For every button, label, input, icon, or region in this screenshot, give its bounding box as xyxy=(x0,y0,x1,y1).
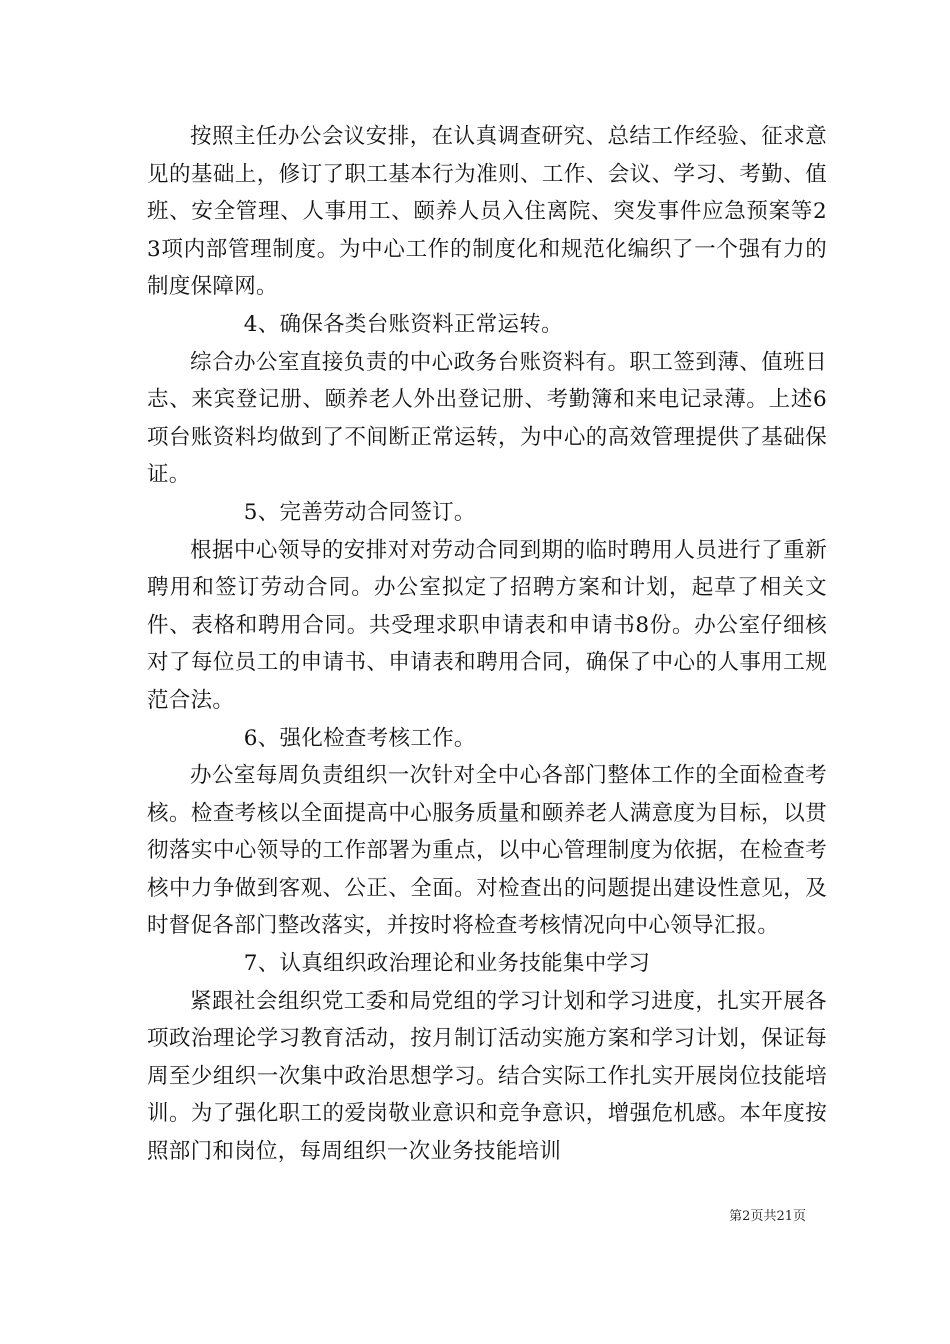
paragraph-labor-contracts: 根据中心领导的安排对对劳动合同到期的临时聘用人员进行了重新聘用和签订劳动合同。办公室拟定了招聘方案和计划，起草了相关文件、表格和聘用合同。共受理求职申请表和申请书8份。办公室仔细核对了每位员工的申请书、申请表和聘用合同，确保了中心的人事用工规范合法。 xyxy=(147,537,827,713)
heading-labor-contracts: 5、完善劳动合同签订。 xyxy=(243,499,476,525)
paragraph-management-rules: 按照主任办公会议安排，在认真调查研究、总结工作经验、征求意见的基础上，修订了职工基本行为准则、工作、会议、学习、考勤、值班、安全管理、人事用工、颐养人员入住离院、突发事件应急预案等23项内部管理制度。为中心工作的制度化和规范化编织了一个强有力的制度保障网。 xyxy=(147,124,827,300)
heading-inspection: 6、强化检查考核工作。 xyxy=(243,725,476,751)
page-number-footer: 第2页共21页 xyxy=(729,1209,806,1224)
heading-ledger-records: 4、确保各类台账资料正常运转。 xyxy=(243,311,563,337)
document-body xyxy=(147,118,827,1171)
paragraph-study: 紧跟社会组织党工委和局党组的学习计划和学习进度，扎实开展各项政治理论学习教育活动，按月制订活动实施方案和学习计划，保证每周至少组织一次集中政治思想学习。结合实际工作扎实开展岗位技能培训。为了强化职工的爱岗敬业意识和竞争意识，增强危机感。本年度按照部门和岗位，每周组织一次业务技能培训 xyxy=(147,988,827,1165)
paragraph-inspection: 办公室每周负责组织一次针对全中心各部门整体工作的全面检查考核。检查考核以全面提高中心服务质量和颐养老人满意度为目标，以贯彻落实中心领导的工作部署为重点，以中心管理制度为依据，在检查考核中力争做到客观、公正、全面。对检查出的问题提出建设性意见，及时督促各部门整改落实，并按时将检查考核情况向中心领导汇报。 xyxy=(147,763,827,939)
paragraph-ledger-records: 综合办公室直接负责的中心政务台账资料有。职工签到薄、值班日志、来宾登记册、颐养老人外出登记册、考勤簿和来电记录薄。上述6项台账资料均做到了不间断正常运转，为中心的高效管理提供了基础保证。 xyxy=(147,349,827,488)
heading-study: 7、认真组织政治理论和业务技能集中学习 xyxy=(243,951,651,977)
